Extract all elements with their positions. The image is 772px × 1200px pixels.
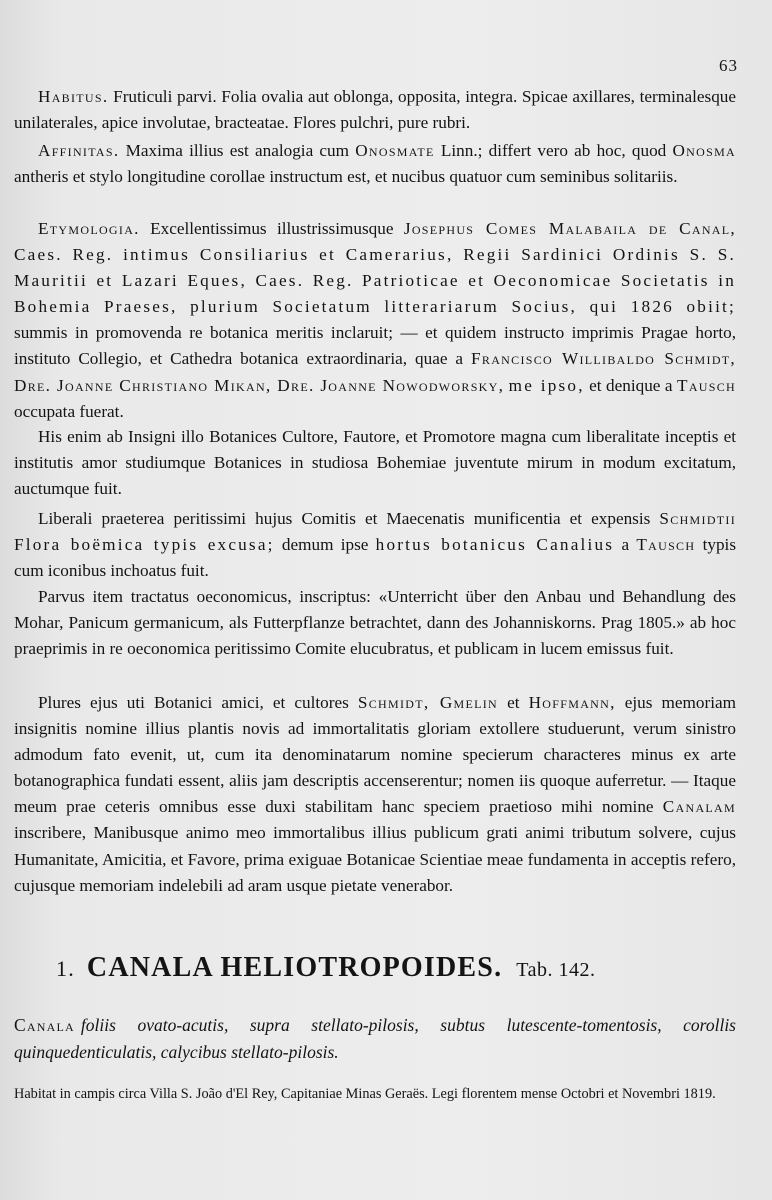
affinitas-onosma: Onosma bbox=[672, 141, 737, 160]
diagnosis-description: foliis ovato-acutis, supra stellato-pilosis, subtus lutescente-tomentosis, corollis quinquedenticulatis, calycibus stellato-pilosis. bbox=[14, 1015, 736, 1062]
his-enim-paragraph: His enim ab Insigni illo Botanices Cultore, Fautore, et Promotore magna cum liberalitate inceptis et institutis amor studiumque Botanices in studiosa Bohemiae juventute mirum in modum excitatum, auctumque fuit. bbox=[14, 427, 736, 499]
species-name: CANALA HELIOTROPOIDES. bbox=[86, 952, 503, 983]
etymologia-count-name: Josephus Comes Malabaila de Canal, bbox=[403, 219, 736, 238]
affinitas-onosmate: Onosmate bbox=[355, 141, 435, 160]
liberali-text-5: a bbox=[621, 535, 630, 555]
etymologia-professors: Francisco Willibaldo Schmidt, Dre. Joanne Christiano Mikan, Dre. Joanne Nowodworsky, bbox=[14, 349, 737, 395]
species-plate-reference: Tab. 142. bbox=[516, 959, 596, 981]
species-heading bbox=[56, 952, 746, 984]
etymologia-text-1: Excellentissimus illustrissimusque bbox=[150, 219, 394, 238]
etymologia-text-4: me ipso, bbox=[508, 375, 585, 395]
etymologia-text-3: summis in promovenda re botanica meritis inclaruit; — et quidem instructo imprimis Pragae horto, instituto Collegio, et Cathedra botanica extraordinaria, quae a bbox=[14, 323, 736, 369]
plures-text-1: Plures ejus uti Botanici amici, et cultores bbox=[38, 693, 349, 712]
species-number: 1. bbox=[56, 956, 75, 981]
etymologia-text-2: Caes. Reg. intimus Consiliarius et Camerarius, Regii Sardinici Ordinis S. S. Mauritii et Lazari Eques, Caes. Reg. Patrioticae et Oeconomicae Societatis in Bohemia Praeses, plurium Societatum litterariarum Socius, qui 1826 obiit; bbox=[14, 245, 736, 317]
plures-names: Schmidt, Gmelin bbox=[357, 693, 499, 712]
liberali-hortus: hortus botanicus Canalius bbox=[375, 535, 615, 555]
liberali-tausch: Tausch bbox=[636, 535, 696, 555]
liberali-text-3: demum ipse bbox=[281, 535, 369, 555]
affinitas-text-2: Linn.; differt vero ab hoc, quod bbox=[440, 141, 667, 160]
plures-canalam: Canalam bbox=[662, 797, 736, 817]
liberali-text-1: Liberali praeterea peritissimi hujus Comitis et Maecenatis munificentia et expensis bbox=[38, 509, 651, 528]
etymologia-label: Etymologia. bbox=[38, 219, 140, 238]
habitus-text: Fruticuli parvi. Folia ovalia aut oblonga, opposita, integra. Spicae axillares, terminalesque unilaterales, apice involutae, bracteatae. Flores pulchri, pure rubri. bbox=[14, 87, 737, 133]
liberali-schmidtii: Schmidtii bbox=[659, 509, 737, 528]
affinitas-paragraph bbox=[14, 138, 736, 190]
habitus-label: Habitus. bbox=[38, 87, 109, 106]
page-number: 63 bbox=[719, 56, 738, 75]
plures-et: et bbox=[507, 693, 520, 712]
etymologia-paragraph bbox=[14, 216, 736, 425]
plures-paragraph bbox=[14, 690, 736, 899]
diagnosis-genus: Canala bbox=[14, 1015, 75, 1035]
plures-text-3: inscribere, Manibusque animo meo immortalibus illius publicum grati animi tributum solvere, cujus Humanitate, Amicitia, et Favore, prima exiguae Botanicae Scientiae meae fundamenta in acceptis refero, cujusque memoriam indelebili ad aram usque pietate venerabor. bbox=[14, 823, 736, 895]
liberali-paragraph bbox=[14, 506, 736, 584]
habitat-line: Habitat in campis circa Villa S. João d'El Rey, Capitaniae Minas Geraës. Legi florentem mense Octobri et Novembri 1819. bbox=[14, 1086, 716, 1102]
affinitas-text-1: Maxima illius est analogia cum bbox=[125, 141, 349, 160]
liberali-flora: Flora boëmica typis excusa; bbox=[14, 535, 275, 555]
affinitas-label: Affinitas. bbox=[38, 141, 120, 160]
affinitas-text-3: antheris et stylo longitudine corollae instructum est, et nucibus quatuor cum seminibus solitariis. bbox=[14, 167, 678, 187]
plures-text-2: ejus memoriam insignitis nomine illius plantis novis ad immortalitatis gloriam extollere studuerunt, verum sinistro admodum fato evenit, ut, cum ita denominatarum nomine specierum characteres minus ex arte botanographica fundati essent, aliis jam descriptis accenserentur; nomen iis quoque auferretur. — Itaque meum prae ceteris omnibus esse duxi stabilitam hanc speciem praetioso mihi nomine bbox=[14, 693, 736, 817]
etymologia-tausch: Tausch bbox=[677, 375, 736, 395]
species-diagnosis bbox=[14, 1012, 736, 1066]
plures-hoffmann: Hoffmann, bbox=[528, 693, 616, 712]
parvus-paragraph: Parvus item tractatus oeconomicus, inscriptus: «Unterricht über den Anbau und Behandlung des Mohar, Panicum germanicum, als Futterpflanze betrachtet, dann des Johanniskorns. Prag 1805.» ab hoc praeprimis in re oeconomica peritissimo Comite elucubratus, et publicam in lucem emissus fuit. bbox=[14, 587, 736, 659]
etymologia-text-6: occupata fuerat. bbox=[14, 401, 124, 421]
habitus-paragraph bbox=[14, 84, 736, 136]
etymologia-text-5: et denique a bbox=[589, 375, 673, 395]
liberali-text-6: typis cum iconibus inchoatus fuit. bbox=[14, 535, 737, 581]
